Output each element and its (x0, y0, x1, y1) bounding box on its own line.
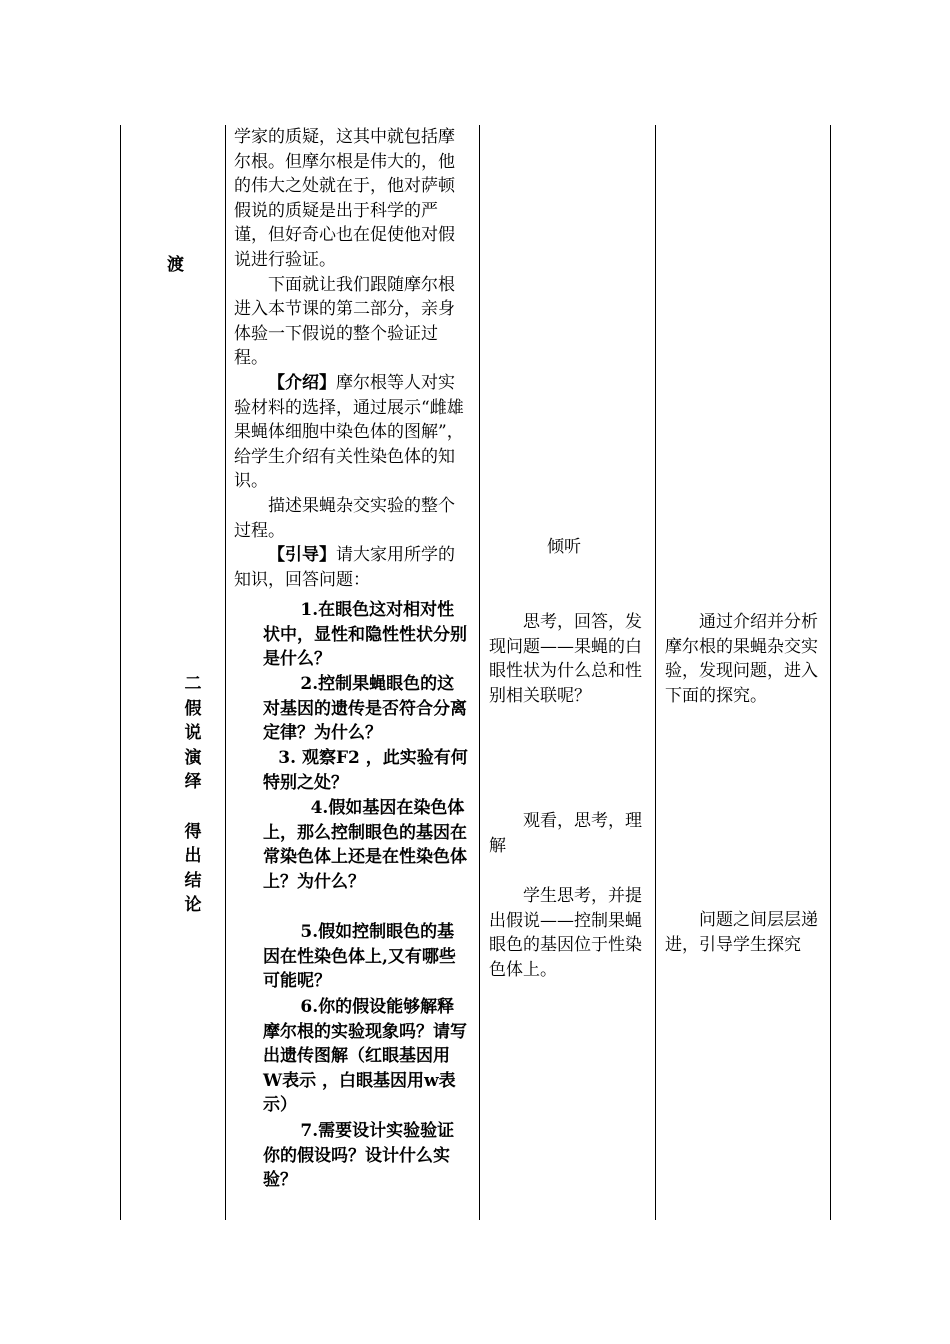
teacher-activity (234, 125, 470, 592)
stage-char: 得 (184, 821, 202, 842)
student-listen: 倾听 (547, 537, 581, 557)
question-1: 1.在眼色这对相对性状中，显性和隐性性状分别是什么？ (263, 600, 467, 670)
teacher-paragraph (234, 543, 470, 592)
stage-char: 结 (184, 870, 202, 891)
question-3: 3. 观察F2 ，此实验有何特别之处？ (263, 748, 468, 793)
intent-progressive: 问题之间层层递进，引导学生探究 (665, 910, 818, 955)
question-4: 4.假如基因在染色体上，那么控制眼色的基因在常染色体上还是在性染色体上？为什么？ (263, 798, 467, 892)
intro-text: 摩尔根等人对实验材料的选择，通过展示“雌雄果蝇体细胞中染色体的图解”，给学生介绍有关性染色体的知识。 (234, 372, 464, 492)
stage-char: 绎 (184, 772, 202, 793)
teacher-paragraph: 下面就让我们跟随摩尔根进入本节课的第二部分，亲身体验一下假说的整个验证过程。 (234, 274, 455, 369)
guide-tag: 【引导】 (268, 545, 336, 566)
stage-char: 出 (184, 846, 202, 867)
intent-intro: 通过介绍并分析摩尔根的果蝇杂交实验，发现问题，进入下面的探究。 (665, 612, 818, 706)
student-think-answer: 思考，回答，发现问题——果蝇的白眼性状为什么总和性别相关联呢？ (489, 612, 642, 706)
table-border-right (830, 125, 831, 1220)
student-observe: 观看，思考，理解 (489, 811, 642, 856)
stage-char: 假 (184, 698, 202, 719)
stage-char: 演 (184, 747, 202, 768)
question-7: 7.需要设计实验验证你的假设吗？设计什么实验？ (263, 1121, 455, 1191)
stage-char: 说 (184, 723, 202, 744)
stage-char-gap (183, 795, 203, 820)
question-6: 6.你的假设能够解释摩尔根的实验现象吗？请写出遗传图解（红眼基因用W表示 ，白眼基因用w表示） (263, 997, 467, 1116)
guide-text: 请大家用所学的知识，回答问题： (234, 545, 455, 590)
table-border-left (120, 125, 121, 1220)
teacher-paragraph: 学家的质疑，这其中就包括摩尔根。但摩尔根是伟大的，他的伟大之处就在于，他对萨顿假说的质疑是出于科学的严谨，但好奇心也在促使他对假说进行验证。 (234, 127, 455, 270)
stage-char: 论 (184, 895, 202, 916)
table-divider-3 (655, 125, 656, 1220)
stage-label-hypothesis (183, 672, 203, 918)
table-divider-2 (479, 125, 480, 1220)
teacher-paragraph (234, 371, 470, 494)
question-5: 5.假如控制眼色的基因在性染色体上,又有哪些可能呢？ (263, 922, 456, 992)
teacher-paragraph: 描述果蝇杂交实验的整个过程。 (234, 495, 455, 541)
intro-tag: 【介绍】 (268, 372, 336, 393)
stage-label-transition: 渡 (167, 255, 184, 275)
student-hypothesis: 学生思考，并提出假说——控制果蝇眼色的基因位于性染色体上。 (489, 886, 642, 980)
stage-char: 二 (184, 674, 202, 694)
table-divider-1 (225, 125, 226, 1220)
question-2: 2.控制果蝇眼色的这对基因的遗传是否符合分离定律？为什么？ (263, 674, 467, 744)
